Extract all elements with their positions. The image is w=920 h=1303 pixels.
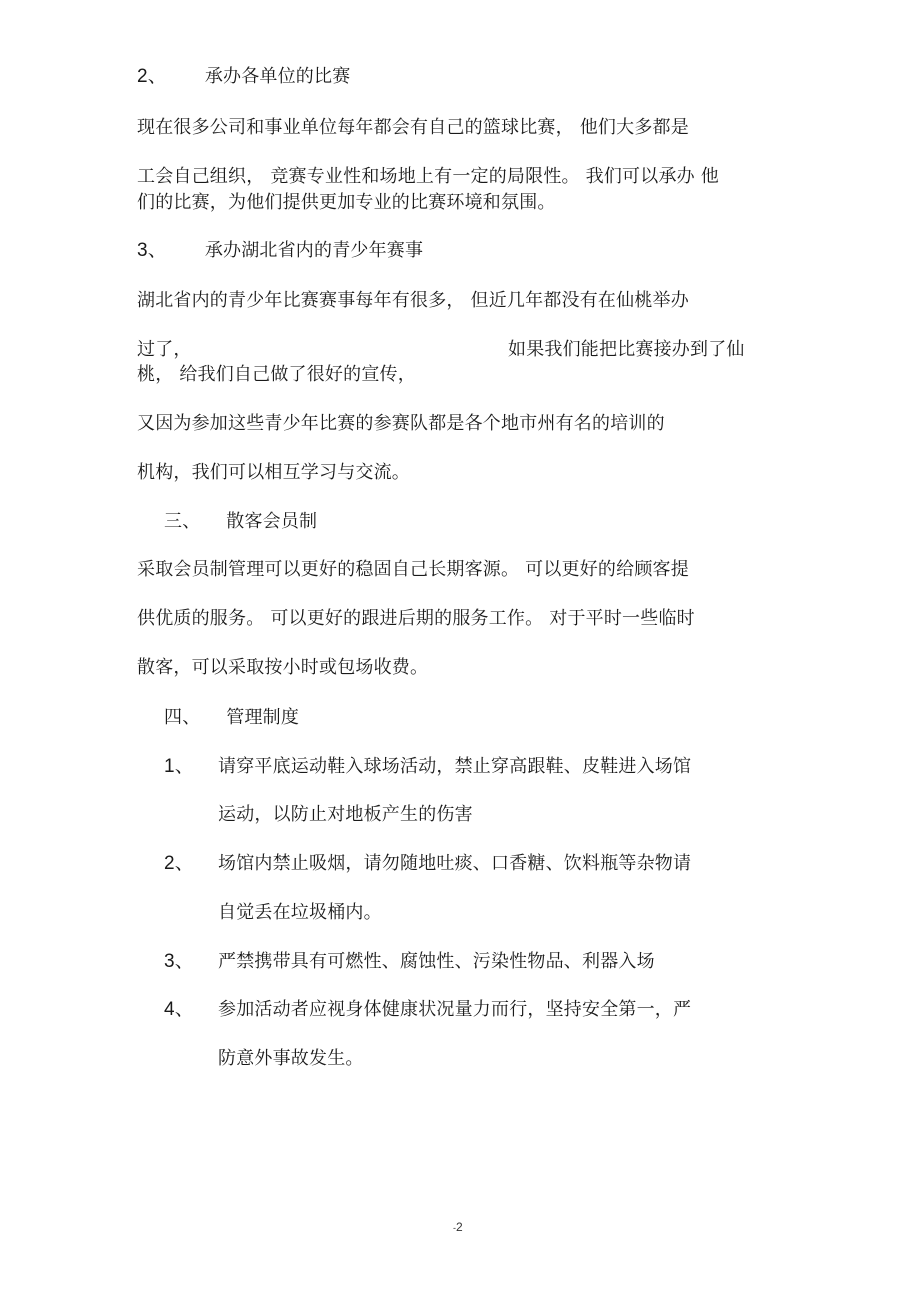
rule-1-number: 1、	[164, 756, 194, 777]
rule-2-line-1: 场馆内禁止吸烟，请勿随地吐痰、口香糖、饮料瓶等杂物请	[218, 853, 692, 874]
item-2-heading	[137, 64, 350, 90]
rule-2-line-2: 自觉丢在垃圾桶内。	[218, 902, 382, 923]
rule-1-number-line	[164, 754, 194, 780]
rule-3-number: 3、	[164, 951, 194, 972]
paragraph-2-line-5: 机构，我们可以相互学习与交流。	[137, 462, 410, 483]
rule-3-line-1: 严禁携带具有可燃性、腐蚀性、污染性物品、利器入场	[218, 951, 655, 972]
rule-4-line-1: 参加活动者应视身体健康状况量力而行，坚持安全第一，严	[218, 999, 692, 1020]
rule-4-number: 4、	[164, 999, 194, 1020]
section-3-number: 三、	[164, 511, 201, 532]
rule-2-number: 2、	[164, 853, 194, 874]
section-3-heading	[164, 509, 317, 535]
item-3-title: 承办湖北省内的青少年赛事	[204, 240, 424, 261]
section-4-number: 四、	[164, 707, 201, 728]
rule-2-number-line	[164, 851, 194, 877]
section-4-heading	[164, 705, 299, 731]
page-number-dash: -	[453, 1222, 456, 1233]
item-2-number: 2、	[137, 66, 167, 87]
paragraph-1-line-2: 工会自己组织， 竞赛专业性和场地上有一定的局限性。 我们可以承办 他	[137, 166, 719, 187]
paragraph-3-line-2: 供优质的服务。 可以更好的跟进后期的服务工作。 对于平时一些临时	[137, 608, 695, 629]
rule-4-line-2: 防意外事故发生。	[218, 1048, 364, 1069]
paragraph-3-line-1: 采取会员制管理可以更好的稳固自己长期客源。 可以更好的给顾客提	[137, 559, 689, 580]
section-3-title: 散客会员制	[226, 511, 318, 532]
item-2-title: 承办各单位的比赛	[204, 66, 351, 87]
item-3-heading	[137, 238, 423, 264]
paragraph-1-line-1: 现在很多公司和事业单位每年都会有自己的篮球比赛， 他们大多都是	[137, 117, 689, 138]
item-3-number: 3、	[137, 240, 167, 261]
paragraph-3-line-3: 散客，可以采取按小时或包场收费。	[137, 657, 429, 678]
paragraph-2-line-2b: 如果我们能把比赛接办到了仙	[508, 339, 745, 360]
paragraph-2-line-1: 湖北省内的青少年比赛赛事每年有很多， 但近几年都没有在仙桃举办	[137, 290, 689, 311]
paragraph-1-line-3: 们的比赛，为他们提供更加专业的比赛环境和氛围。	[137, 192, 556, 213]
page-number	[453, 1220, 463, 1234]
paragraph-2-line-3: 桃， 给我们自己做了很好的宣传，	[137, 364, 416, 385]
paragraph-2-line-2a: 过了，	[137, 339, 192, 360]
rule-4-number-line	[164, 997, 194, 1023]
rule-1-line-2: 运动，以防止对地板产生的伤害	[218, 804, 473, 825]
paragraph-2-line-4: 又因为参加这些青少年比赛的参赛队都是各个地市州有名的培训的	[137, 413, 665, 434]
section-4-title: 管理制度	[226, 707, 300, 728]
rule-3-number-line	[164, 949, 194, 975]
rule-1-line-1: 请穿平底运动鞋入球场活动，禁止穿高跟鞋、皮鞋进入场馆	[218, 756, 692, 777]
page-number-value: 2	[456, 1220, 463, 1234]
